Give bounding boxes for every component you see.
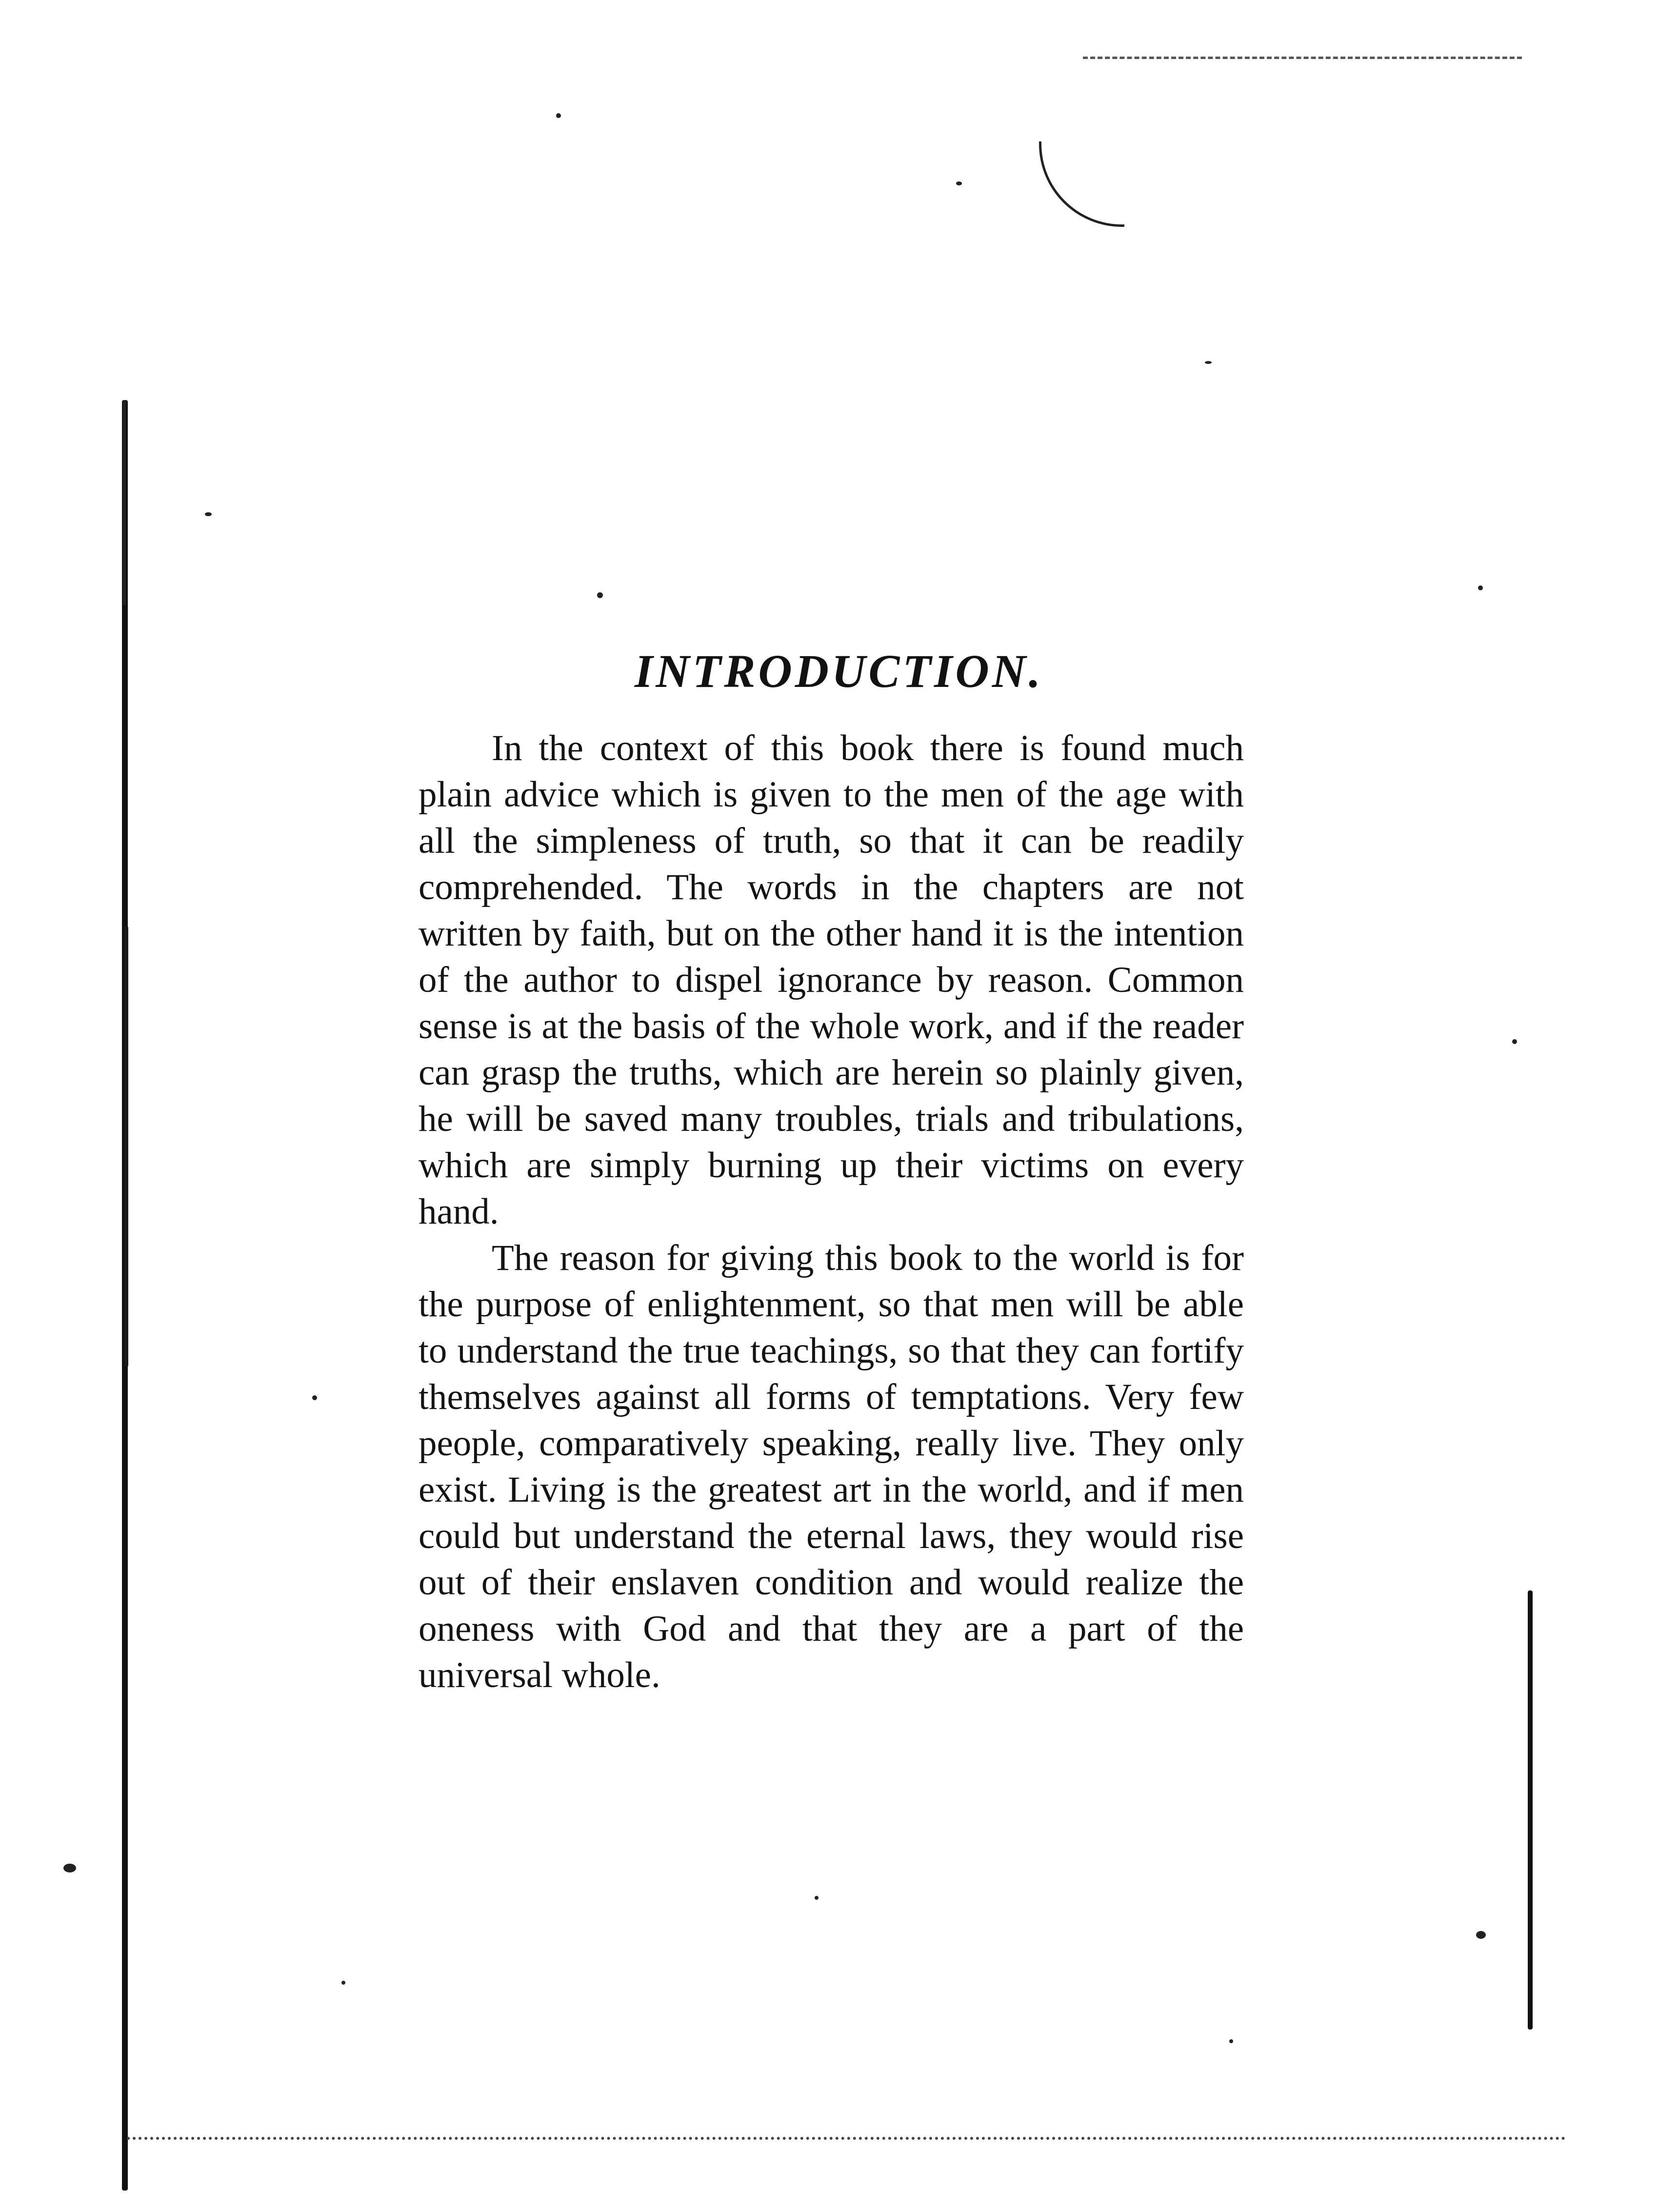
scan-speck xyxy=(1512,1039,1517,1044)
scan-mark-curve xyxy=(1039,141,1124,227)
scan-speck xyxy=(312,1395,317,1400)
scan-edge-left-upper xyxy=(123,400,126,605)
scan-edge-bottom xyxy=(127,2137,1566,2140)
scan-edge-right xyxy=(1528,1590,1533,2030)
scan-edge-left-mid xyxy=(124,927,128,1366)
scan-speck xyxy=(597,592,603,598)
scan-speck xyxy=(341,1981,345,1985)
paragraph-2: The reason for giving this book to the world is for the purpose of enlightenment, so that men will be able to understand the true teachings, so that they can fortify themselves against all forms of temptations. Very few people, comparatively speaking, really live. They only exist. Living is the greatest art in the world, and if men could but understand the eternal laws, they would rise out of their enslaven condition and would realize the oneness with God and that they are a part of the universal whole. xyxy=(419,1238,1244,1695)
scan-speck xyxy=(956,181,962,185)
body-text xyxy=(419,725,1244,1698)
scan-speck xyxy=(1205,361,1212,364)
paragraph-1: In the context of this book there is found much plain advice which is given to the men of the age with all the simpleness of truth, so that it can be readily comprehended. The words in the chapters are not written by faith, but on the other hand it is the intention of the author to dispel ignorance by reason. Common sense is at the basis of the whole work, and if the reader can grasp the truths, which are herein so plainly given, he will be saved many troubles, trials and tribulations, which are simply burning up their victims on every hand. xyxy=(419,728,1244,1232)
scan-speck xyxy=(205,512,212,516)
scan-speck xyxy=(1476,1931,1486,1939)
scan-speck xyxy=(63,1864,76,1872)
scan-speck xyxy=(1229,2039,1233,2043)
scan-speck xyxy=(1478,585,1483,590)
scan-speck xyxy=(815,1896,819,1900)
chapter-heading: INTRODUCTION. xyxy=(634,645,1044,697)
scan-edge-top xyxy=(1083,57,1522,59)
scan-speck xyxy=(556,113,561,118)
